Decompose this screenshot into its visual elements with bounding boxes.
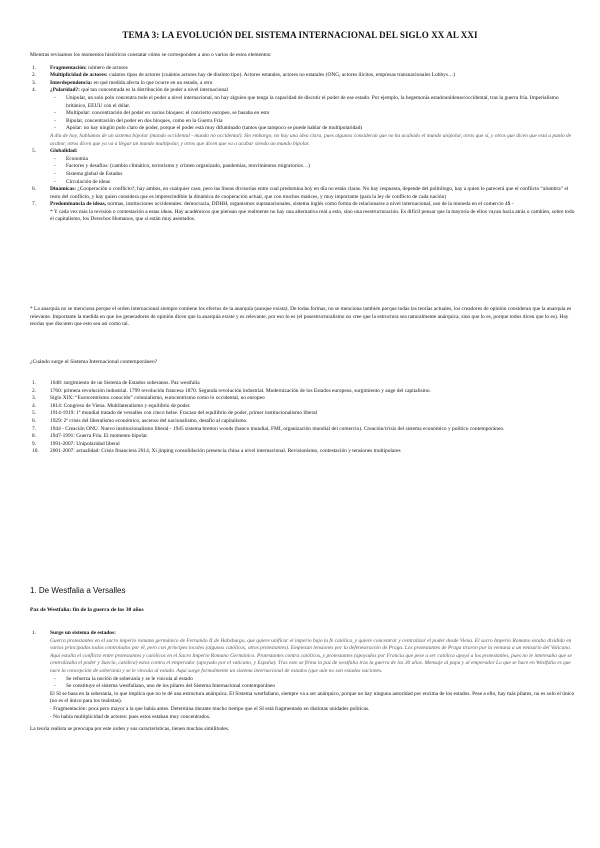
timeline-item — [30, 410, 578, 418]
item-label: Surge un sistema de estados: — [50, 630, 116, 636]
item-text: 1914-1919: 1ª mundial tratado de versalles con cinco helse. Fracaso del equilibrio de poder, primer institucionalismo liberal — [50, 410, 318, 417]
sub-item-text: Factores y desafíos: (cambio climático, terrorismo y crimen organizado, pandemias, movimientos migratorios…) — [66, 163, 310, 170]
westfalia-paragraph: El SI se basa en la soberanía, lo que implica que no le dé una estructura anárquica. El Sistema westfaliano, siempre va a ser anárquico, porque no hay ninguna autoridad por encima de los estados. Pese a ello, hay más pilares, no es solo el único (no es el único para los realistas). — [50, 690, 575, 705]
item-text: 1648: surgimiento de un Sistema de Estados soberanos. Paz westfalia — [50, 380, 200, 386]
sub-item: - Economía — [54, 155, 88, 162]
sub-item-text: Unipolar, un solo polo concentra todo el poder a nivel internacional, no hay alguien que tenga la capacidad de discutir el poder de ese estado. Por ejemplo, la hegemonía estadounidense/occidental, tras la guerra fría. Imperialismo británico, EEUU con el dólar. — [66, 94, 559, 109]
timeline-item — [30, 418, 578, 426]
item-text: ¿Cooperación o conflicto?; hay ambos, en cualquier caso, pero las líneas divisorias entre cual predomina hoy en día no están claras. No hay respuesta, depende del politólogo, hay a quien le parecerá que el conflicto “alumbra” el resto del conflicto, y hay quien considera que es imprescindible la dinámica de cooperación actual, que con muchos matices, y muy importante (para la ley de conflicto de cada nación) — [50, 186, 569, 200]
item-text: 2001-2007: actualidad: Crisis financiera 2014, Xi jinping consolidación presencia china a nivel internacional. Revisionismo, contestación y tensiones multipolares — [50, 448, 401, 455]
item-number: 3. — [32, 79, 37, 86]
item-number: 5. — [32, 148, 37, 155]
intro-section — [30, 52, 578, 224]
sub-item: - Se refuerza la noción de soberanía y se le vincula al estado — [54, 675, 193, 682]
item-text: 1814: Congreso de Viena. Multilateralismo y equilibrio de poder. — [50, 402, 191, 409]
item-number: 4. — [32, 402, 37, 409]
sub-item-text: Sistema global de Estados — [66, 170, 123, 177]
item-label: Fragmentación: — [50, 64, 87, 71]
sub-item: - Se constituye el sistema westfaliano, uno de los pilares del Sistema Internacional contemporáneo — [54, 683, 276, 690]
item-number: 4. — [32, 87, 37, 94]
timeline-item — [30, 433, 578, 441]
item-text: 1929: 2ª crisis del liberalismo económico, ascenso del nacionalismo, desafío al capitalismo. — [50, 417, 248, 424]
sub-item-text: Se refuerza la noción de soberanía y se le vincula al estado — [66, 675, 193, 682]
item-text: 1947-1991: Guerra Fría. El momento bipolar. — [50, 433, 149, 440]
westfalia-note: · Fragmentación: poca pero mayor a la que había antes. Determina durante mucho tiempo que el SI está fragmentado en distintas unidades políticas. — [50, 705, 370, 712]
list-item — [30, 630, 578, 638]
sub-item: - Circulación de ideas — [54, 178, 111, 185]
timeline-item — [30, 380, 578, 388]
westfalia-note: · No había multiplicidad de actores: pues estos estaban muy concentrados. — [50, 713, 211, 720]
item-number: 1. — [32, 64, 37, 71]
item-label: Interdependencia: — [50, 79, 93, 86]
item-text: normas, instituciones occidentales: democracia, DDHH, organismos supranacionales, sistema inglés como forma de relacionarse a nivel internacional, uso de la moneda en el comercio 4$ - — [106, 201, 514, 208]
item-text: 1991-2007: Unipolaridad liberal — [50, 440, 120, 447]
polaridad-commentary: A día de hoy, hablamos de un sistema bipolar (mundo occidental - mundo no occidental). Sin embargo, no hay una idea clara, pues algunos consideran que no ha acabado el mundo unipolar, otros que sí, y otros que dicen que está a punto de acabar, otros dicen que ya va a llegar un mundo multipolar, y otros que dicen que va a acabar siendo un mundo bipolar. — [50, 132, 572, 147]
item-number: 8. — [32, 433, 37, 440]
westfalia-italic-text: Guerra protestantes en el sacro imperio romano germánico de Fernando II de Habsburgo, que quiere unificar el imperio bajo la fe católica, y quiere concentrar y centralizar el poder desde Viena. El sacro Imperio Romano estaba dividido en varios principados todos controlados por él, pero con príncipes locales (algunos católicos, otros protestantes). Empiezan tensiones por la defenestración de Praga. Los protestantes de Praga tiraron por la ventana a un emisario del Vaticano. Aquí estalla el conflicto entre protestantes y católicos en el Sacro Imperio Romano Germánico. Protestantes contra católicos, y protestantes (apoyados por Francia que pese a ser católica apoyó a los protestantes, pues no le interesaba que se centralizaba el poder y Suecia, católica) estos contra el emperador (apoyado por el vaticano, y España). Tras esto se firma la paz de westfalia tras la guerra de los 30 años. Mensaje al papa y al emperador Lo que se hace en Westfalia es que nace la concepción de soberanía y se le vincula al estado. Aquí surge formalmente un sistema internacional de estados (que aún no son estados naciones. — [50, 637, 572, 674]
item-text: cuántos tipos de actores (cuántos actores hay de distinto tipo). Actores estatales, actores no estatales (ONG, actores ilícitos, empresas transnacionales Lobbys…) — [107, 72, 456, 79]
section-heading: 1. De Westfalia a Versalles — [30, 586, 126, 595]
sub-item-text: Bipolar, concentración del poder en dos bloques, como en la Guerra Fría — [66, 117, 223, 124]
item-number: 9. — [32, 440, 37, 447]
item-label: Globalidad: — [50, 148, 78, 155]
sub-item-text: Circulación de ideas — [66, 178, 111, 185]
sub-item-text: Multipolar: concentración del poder en varios bloques: el concierto europeo, se basaba en esto — [66, 110, 270, 117]
item-text: qué tan concentrada es la distribución de poder a nivel internacional — [79, 87, 228, 94]
item-label: Predominancia de ideas, — [50, 201, 107, 208]
timeline-item — [30, 426, 578, 434]
item-text: 1944 - Creación ONU. Nuevo institucionalismo liberal - 1945 sistema bretton woods (banco mundial, FMI, organización mundial del comercio). Creación/crisis del sistema económico y político contemporáneo. — [50, 425, 505, 432]
sub-item: - Unipolar, un solo polo concentra todo el poder a nivel internacional, no hay alguien que tenga la capacidad de discutir el poder de ese estado. Por ejemplo, la hegemonía estadounidense/occidental, tras la guerra fría. Imperialismo británico, EEUU con el dólar. — [54, 94, 559, 109]
item-number: 10. — [32, 448, 39, 455]
item-number: 6. — [32, 186, 37, 193]
list-item — [30, 148, 578, 156]
sub-item-text: Apolar: no hay ningún polo claro de poder, porque el poder está muy difuminado (tantos que tampoco se puede hablar de multipolaridad) — [66, 125, 363, 132]
sub-heading: Paz de Westfalia: fin de la guerra de los 30 años — [30, 607, 144, 613]
item-label: Multiplicidad de actores: — [50, 72, 108, 79]
item-number: 7. — [32, 201, 37, 208]
intro-text: Mientras revisamos los momentos históricos constatar cómo se corresponden a uno o varios de estos elementos: — [30, 52, 272, 58]
item-number: 1. — [32, 630, 37, 636]
sub-item: - Multipolar: concentración del poder en varios bloques: el concierto europeo, se basaba en esto — [54, 110, 270, 117]
item-number: 2. — [32, 387, 37, 394]
item-number: 3. — [32, 395, 37, 402]
closing-text: La teoría realista se preocupa por este orden y sus características, tienen muchas similitudes. — [30, 726, 230, 733]
sub-item: - Sistema global de Estados — [54, 170, 123, 177]
item-number: 7. — [32, 425, 37, 432]
list-item — [30, 80, 578, 88]
question-line: ¿Cuándo surge el Sistema Internacional contemporáneo? — [30, 359, 158, 365]
list-item — [30, 87, 578, 95]
list-item — [30, 201, 578, 209]
item-label: Dinámicas: — [50, 186, 77, 193]
item-text: Siglo XIX: “Eurocentrismo conocido” colonialismo, eurocentrismo como lo occidental, no europeo — [50, 395, 265, 402]
item7-note: * Y cada vez más la revisión o contestación a estas ideas. Hay académicos que piensan que realmente no hay una alternativa real a esto, sino una reestructuración. Es difícil pensar que la mayoría de ellos vayan hacia atrás o cambien, sobre todo el capitalismo, los Derechos Humanos, que sí están muy asentados. — [50, 208, 575, 223]
item-text: en qué medida afecta lo que ocurre en un estado, a otro — [92, 79, 213, 86]
timeline-item — [30, 395, 578, 403]
timeline-item — [30, 403, 578, 411]
timeline-item — [30, 448, 578, 456]
item-text: número de actores — [86, 64, 128, 71]
item-number: 5. — [32, 410, 37, 417]
item-text: 1760: primera revolución industrial. 1799 revolución francesa 1870. Segunda revolución industrial. Modernización de los Estados europeos, surgimiento y auge del capitalismo. — [50, 387, 431, 394]
sub-item: - Factores y desafíos: (cambio climático, terrorismo y crimen organizado, pandemias, movimientos migratorios…) — [54, 163, 310, 170]
document-title: TEMA 3: LA EVOLUCIÓN DEL SISTEMA INTERNACIONAL DEL SIGLO XX AL XXI — [122, 30, 478, 40]
sub-item: - Bipolar, concentración del poder en dos bloques, como en la Guerra Fría — [54, 117, 223, 124]
item-label: ¿Polaridad?: — [50, 87, 80, 94]
anarquia-note: * La anarquía no se menciona porque el orden internacional siempre contiene los efectos de la anarquía (aunque exista). De todas formas, no se menciona también porque todas las teorías actuales, los creadores de opinión consideran que la anarquía es relevante. Importante la medida en que los generadores de opinión dicen que la anarquía existe y es relevante, por eso lo es (el posestructuralismo no cree que la estructura sea naturalmente anárquica, sino que lo es, porque todos dicen que lo es). Hay teorías que discuten que esto sea así como tal. — [30, 306, 572, 328]
sub-item-text: Se constituye el sistema westfaliano, uno de los pilares del Sistema Internacional contemporáneo — [66, 683, 276, 690]
item-number: 6. — [32, 417, 37, 424]
item-number: 1. — [32, 380, 37, 386]
sub-item: - Apolar: no hay ningún polo claro de poder, porque el poder está muy difuminado (tantos que tampoco se puede hablar de multipolaridad) — [54, 125, 363, 132]
list-item — [30, 186, 578, 201]
list-item — [30, 72, 578, 80]
sub-item-text: Economía — [66, 155, 88, 162]
westfalia-section — [30, 630, 578, 734]
item-number: 2. — [32, 72, 37, 79]
timeline-list — [30, 380, 578, 456]
